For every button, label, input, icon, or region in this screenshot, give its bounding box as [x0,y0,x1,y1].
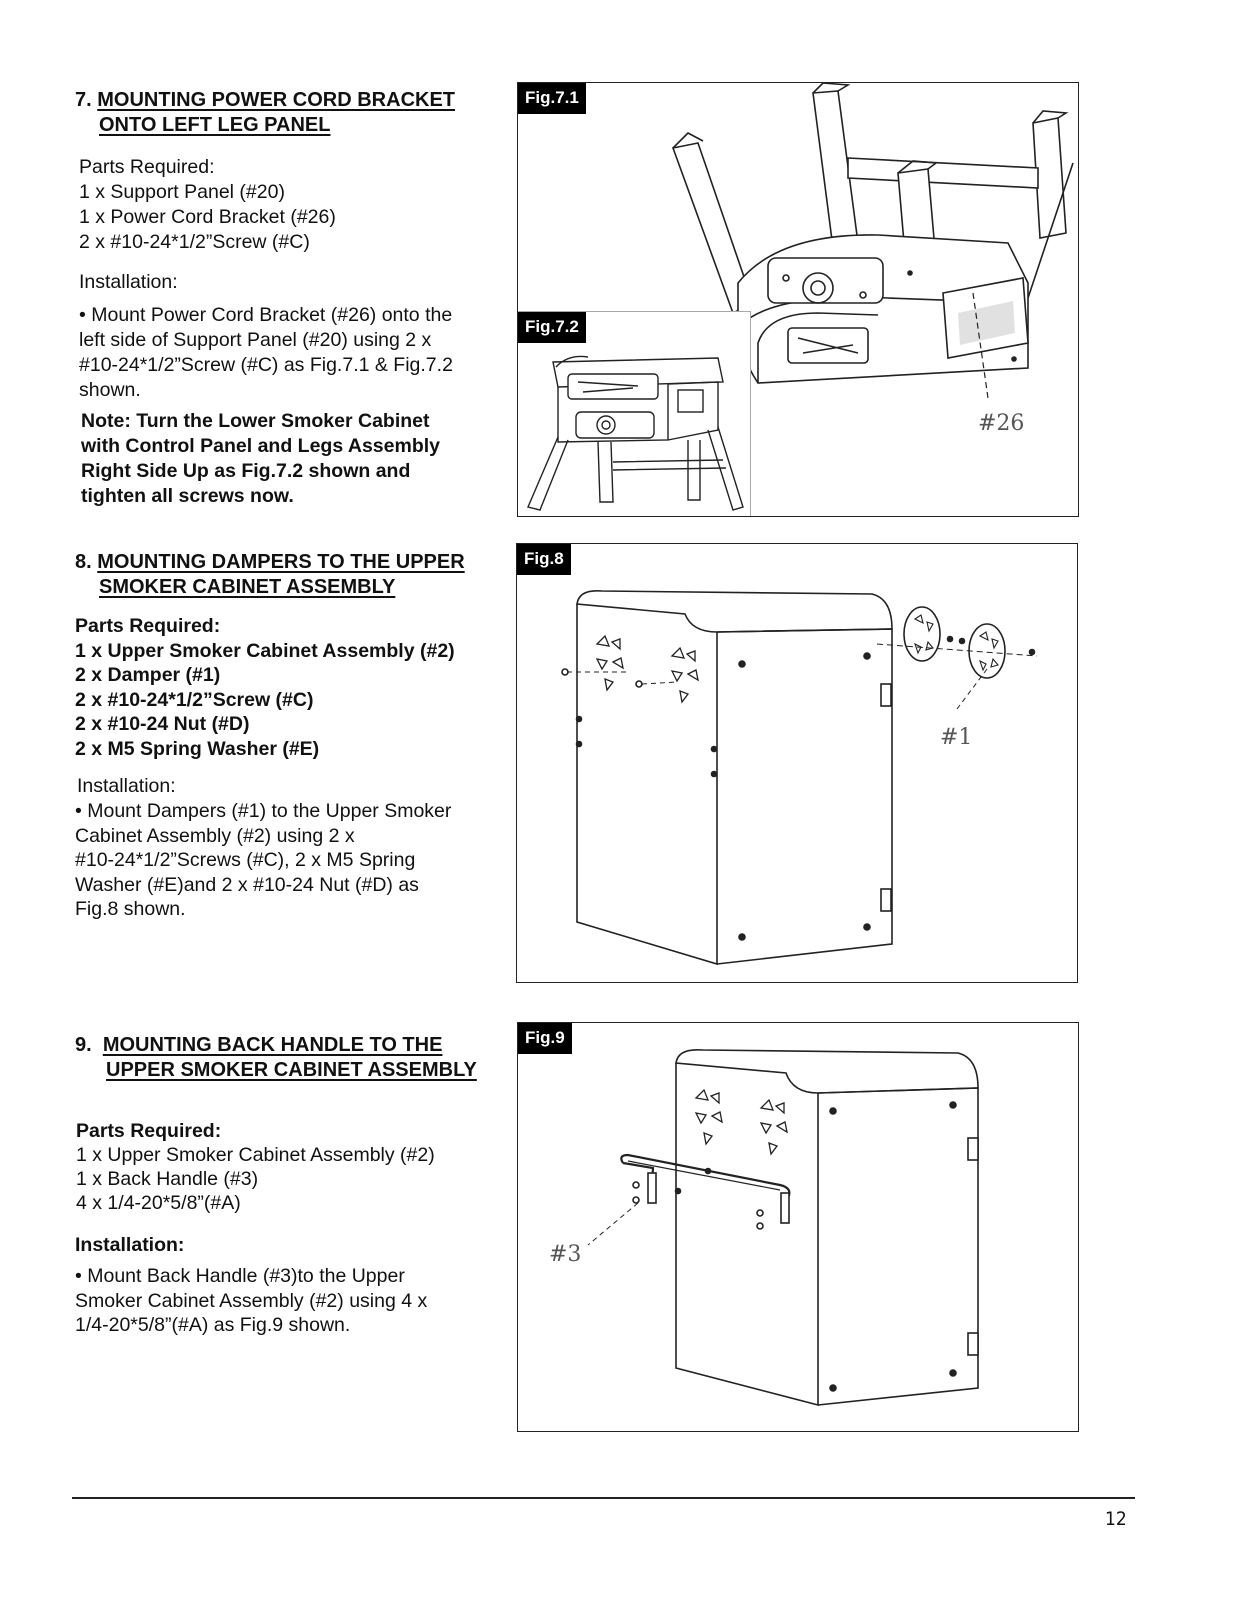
callout-1: #1 [940,725,973,750]
install-line: Fig.8 shown. [75,898,186,921]
install-line: left side of Support Panel (#20) using 2 x [79,329,432,351]
section-9-install-text [75,1264,427,1338]
part-item: 1 x Power Cord Bracket (#26) [79,206,336,228]
section-8-title-line1: MOUNTING DAMPERS TO THE UPPER [97,551,465,573]
part-item: 1 x Back Handle (#3) [76,1168,259,1190]
figure-9-label: Fig.9 [518,1023,572,1054]
install-line: #10-24*1/2”Screws (#C), 2 x M5 Spring [75,849,416,872]
section-9-title-line1: MOUNTING BACK HANDLE TO THE [102,1034,443,1056]
note-line: tighten all screws now. [81,485,294,507]
part-item: 2 x Damper (#1) [75,664,221,686]
section-8-number: 8. [75,551,92,573]
section-9-parts [76,1119,435,1215]
section-7-parts [79,155,336,255]
section-9-title-line2: UPPER SMOKER CABINET ASSEMBLY [106,1059,477,1081]
page-number: 12 [1105,1508,1127,1530]
figure-9-drawing [518,1023,1078,1431]
figure-7-box [517,82,1079,517]
parts-heading: Parts Required: [76,1120,222,1142]
section-7-number: 7. [75,89,92,111]
section-8-install-heading: Installation: [77,775,176,797]
figure-9-box [517,1022,1079,1432]
part-item: 2 x M5 Spring Washer (#E) [75,737,320,760]
part-item: 2 x #10-24 Nut (#D) [75,713,250,735]
section-8-title-line2: SMOKER CABINET ASSEMBLY [99,576,396,598]
note-line: Right Side Up as Fig.7.2 shown and [81,460,411,482]
install-line: • Mount Dampers (#1) to the Upper Smoker [75,800,452,822]
section-9-title [75,1033,477,1083]
note-line: Note: Turn the Lower Smoker Cabinet [81,410,430,432]
part-item: 1 x Upper Smoker Cabinet Assembly (#2) [75,639,455,662]
note-line: with Control Panel and Legs Assembly [81,435,441,457]
part-item: 2 x #10-24*1/2”Screw (#C) [75,688,314,711]
figure-8-label: Fig.8 [517,544,571,575]
parts-heading: Parts Required: [75,615,221,637]
install-line: Washer (#E)and 2 x #10-24 Nut (#D) as [75,873,419,896]
figure-7-2-inset [518,311,751,517]
section-9-install-heading: Installation: [75,1234,185,1256]
section-7-title-line2: ONTO LEFT LEG PANEL [99,114,331,136]
part-item: 1 x Upper Smoker Cabinet Assembly (#2) [76,1144,435,1166]
section-8-title [75,550,465,600]
part-item: 2 x #10-24*1/2”Screw (#C) [79,231,310,253]
install-line: #10-24*1/2”Screw (#C) as Fig.7.1 & Fig.7.2 [79,354,453,376]
install-line: Cabinet Assembly (#2) using 2 x [75,824,355,847]
part-item: 4 x 1/4-20*5/8”(#A) [76,1192,241,1214]
section-7-install-heading: Installation: [79,271,178,293]
install-line: Smoker Cabinet Assembly (#2) using 4 x [75,1289,428,1312]
callout-26: #26 [978,411,1025,436]
parts-heading: Parts Required: [79,156,215,178]
footer-rule [72,1497,1135,1499]
section-8-parts [75,614,455,761]
figure-7-2-label: Fig.7.2 [518,312,586,343]
figure-7-1-label: Fig.7.1 [518,83,586,114]
section-7-title-line1: MOUNTING POWER CORD BRACKET [97,89,456,111]
install-line: • Mount Back Handle (#3)to the Upper [75,1265,405,1287]
section-8-install-text [75,799,451,922]
install-line: shown. [79,379,141,401]
section-9-number: 9. [75,1034,92,1056]
figure-8-box [516,543,1078,983]
section-7-title [75,88,455,138]
part-item: 1 x Support Panel (#20) [79,181,285,203]
section-7-install-text [79,303,453,403]
callout-3: #3 [549,1242,582,1267]
figure-8-drawing [517,544,1077,982]
install-line: 1/4-20*5/8”(#A) as Fig.9 shown. [75,1314,351,1336]
install-line: • Mount Power Cord Bracket (#26) onto the [79,304,453,326]
section-7-note [81,409,440,509]
